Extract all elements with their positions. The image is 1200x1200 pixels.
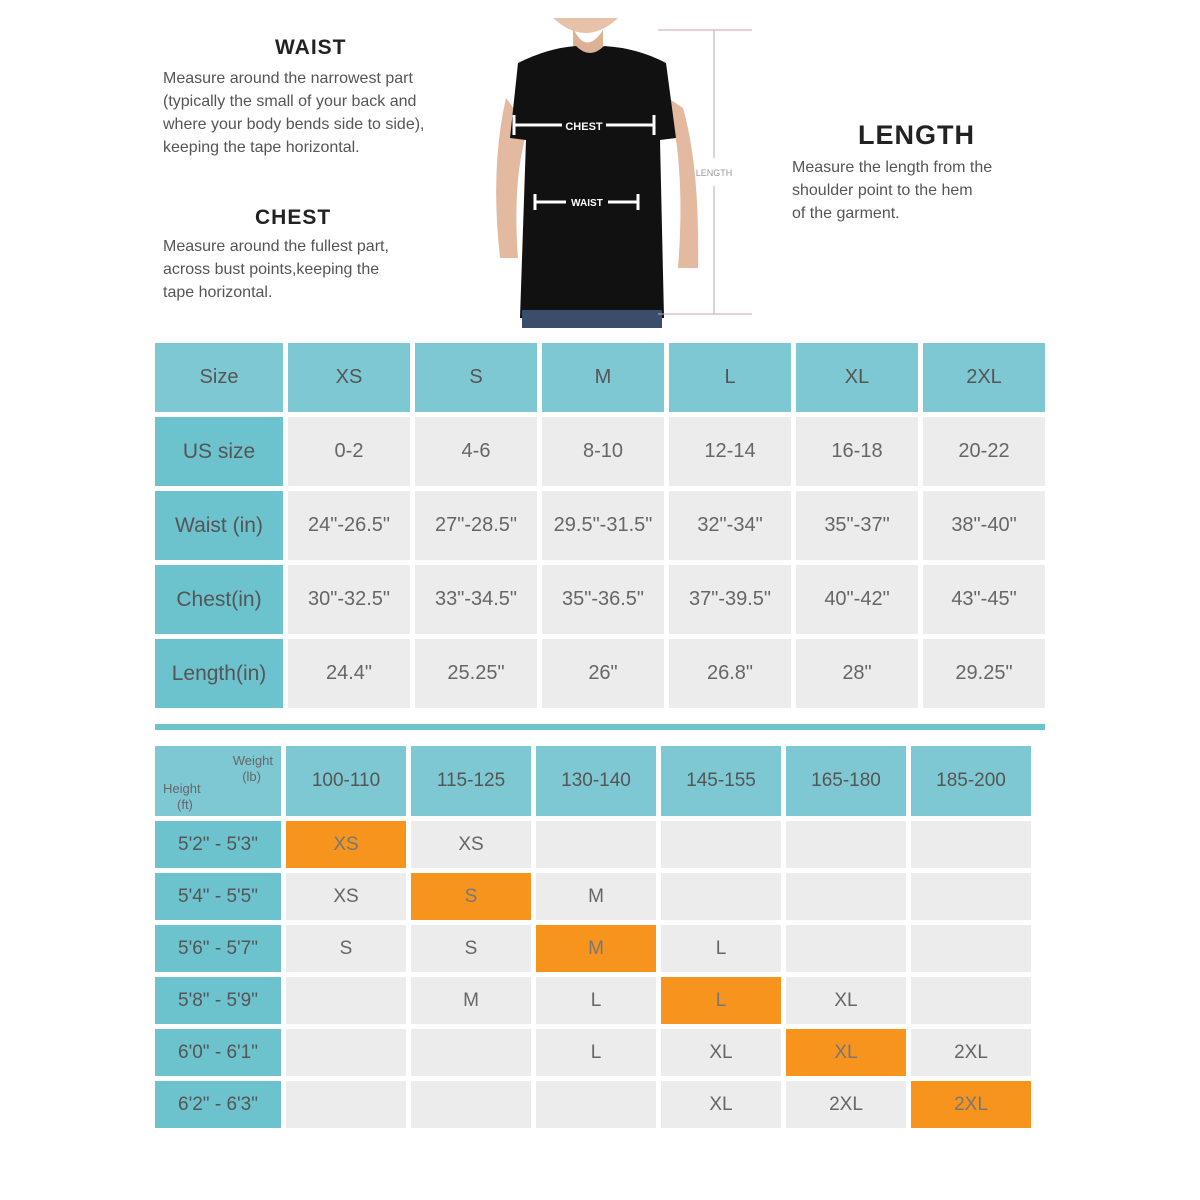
size-cell — [286, 1029, 406, 1076]
table-cell: 26" — [542, 639, 664, 708]
table-cell: 29.5"-31.5" — [542, 491, 664, 560]
table-row — [155, 565, 1045, 634]
size-cell — [411, 1029, 531, 1076]
recommended-size-cell: 2XL — [911, 1081, 1031, 1128]
size-cell: XL — [786, 977, 906, 1024]
height-range-label: 5'8" - 5'9" — [155, 977, 281, 1024]
weight-header-label: Weight — [232, 753, 273, 768]
size-cell: XS — [286, 873, 406, 920]
size-cell: M — [411, 977, 531, 1024]
table-cell: 4-6 — [415, 417, 537, 486]
size-cell — [911, 925, 1031, 972]
height-range-label: 5'4" - 5'5" — [155, 873, 281, 920]
table-cell: 16-18 — [796, 417, 918, 486]
size-header-cell: M — [542, 343, 664, 412]
fit-corner-header — [155, 746, 281, 816]
size-cell: L — [536, 977, 656, 1024]
table-row — [155, 1029, 1031, 1076]
row-label: Chest(in) — [155, 565, 283, 634]
height-range-label: 6'0" - 6'1" — [155, 1029, 281, 1076]
waist-guide-text: Measure around the narrowest part (typically the small of your back and where your body bends side to side), keeping the tape horizontal. — [163, 70, 425, 156]
table-row — [155, 491, 1045, 560]
recommended-size-cell: L — [661, 977, 781, 1024]
table-row — [155, 639, 1045, 708]
chest-guide-text: Measure around the fullest part, across bust points,keeping the tape horizontal. — [163, 238, 389, 301]
table-cell: 33"-34.5" — [415, 565, 537, 634]
weight-unit-label: (lb) — [242, 769, 261, 784]
table-cell: 8-10 — [542, 417, 664, 486]
table-cell: 38"-40" — [923, 491, 1045, 560]
height-range-label: 5'6" - 5'7" — [155, 925, 281, 972]
table-cell: 28" — [796, 639, 918, 708]
size-cell: S — [286, 925, 406, 972]
table-cell: 24.4" — [288, 639, 410, 708]
height-range-label: 6'2" - 6'3" — [155, 1081, 281, 1128]
size-cell — [411, 1081, 531, 1128]
table-cell: 35"-37" — [796, 491, 918, 560]
size-cell: M — [536, 873, 656, 920]
weight-range-header: 115-125 — [411, 746, 531, 816]
size-header-cell: L — [669, 343, 791, 412]
table-cell: 0-2 — [288, 417, 410, 486]
size-cell: L — [661, 925, 781, 972]
recommended-size-cell: XS — [286, 821, 406, 868]
weight-range-header: 185-200 — [911, 746, 1031, 816]
chest-guide-title: CHEST — [255, 206, 332, 229]
size-cell — [911, 873, 1031, 920]
size-header-cell: XL — [796, 343, 918, 412]
table-row — [155, 417, 1045, 486]
row-label: Length(in) — [155, 639, 283, 708]
table-cell: 32"-34" — [669, 491, 791, 560]
table-cell: 35"-36.5" — [542, 565, 664, 634]
recommended-size-cell: XL — [786, 1029, 906, 1076]
size-cell — [911, 977, 1031, 1024]
figure-waist-label: WAIST — [571, 198, 603, 209]
table-cell: 40"-42" — [796, 565, 918, 634]
size-header-label: Size — [155, 343, 283, 412]
size-cell: 2XL — [911, 1029, 1031, 1076]
height-unit-label: (ft) — [177, 797, 193, 812]
weight-range-header: 130-140 — [536, 746, 656, 816]
figure-chest-label: CHEST — [565, 121, 603, 133]
size-cell — [536, 1081, 656, 1128]
size-cell — [661, 873, 781, 920]
table-cell: 24"-26.5" — [288, 491, 410, 560]
table-row — [155, 821, 1031, 868]
weight-range-header: 145-155 — [661, 746, 781, 816]
size-cell — [536, 821, 656, 868]
size-chart-table — [150, 338, 1050, 713]
table-cell: 30"-32.5" — [288, 565, 410, 634]
size-cell: S — [411, 925, 531, 972]
size-cell — [786, 821, 906, 868]
recommended-size-cell: S — [411, 873, 531, 920]
table-cell: 12-14 — [669, 417, 791, 486]
length-guide-text: Measure the length from the shoulder point to the hem of the garment. — [792, 159, 993, 222]
size-cell — [786, 925, 906, 972]
size-cell — [286, 977, 406, 1024]
waist-guide-title: WAIST — [275, 36, 347, 59]
length-guide-title: LENGTH — [858, 120, 975, 150]
fit-header-row — [155, 746, 1031, 816]
table-row — [155, 977, 1031, 1024]
table-cell: 20-22 — [923, 417, 1045, 486]
table-cell: 29.25" — [923, 639, 1045, 708]
size-cell: XL — [661, 1081, 781, 1128]
table-cell: 37"-39.5" — [669, 565, 791, 634]
row-label: US size — [155, 417, 283, 486]
height-weight-fit-table — [150, 741, 1036, 1133]
table-row — [155, 1081, 1031, 1128]
size-cell — [786, 873, 906, 920]
size-cell — [661, 821, 781, 868]
weight-range-header: 100-110 — [286, 746, 406, 816]
section-divider — [155, 724, 1045, 730]
height-header-label: Height — [163, 781, 201, 796]
table-cell: 26.8" — [669, 639, 791, 708]
size-cell: XL — [661, 1029, 781, 1076]
table-cell: 43"-45" — [923, 565, 1045, 634]
table-row — [155, 873, 1031, 920]
size-header-cell: XS — [288, 343, 410, 412]
size-cell — [286, 1081, 406, 1128]
size-cell: XS — [411, 821, 531, 868]
model-tshirt-figure — [478, 18, 758, 328]
size-cell: L — [536, 1029, 656, 1076]
row-label: Waist (in) — [155, 491, 283, 560]
table-cell: 25.25" — [415, 639, 537, 708]
table-cell: 27"-28.5" — [415, 491, 537, 560]
size-cell: 2XL — [786, 1081, 906, 1128]
size-header-cell: 2XL — [923, 343, 1045, 412]
figure-length-label: LENGTH — [695, 168, 733, 178]
size-cell — [911, 821, 1031, 868]
recommended-size-cell: M — [536, 925, 656, 972]
weight-range-header: 165-180 — [786, 746, 906, 816]
size-header-row — [155, 343, 1045, 412]
height-range-label: 5'2" - 5'3" — [155, 821, 281, 868]
table-row — [155, 925, 1031, 972]
size-header-cell: S — [415, 343, 537, 412]
